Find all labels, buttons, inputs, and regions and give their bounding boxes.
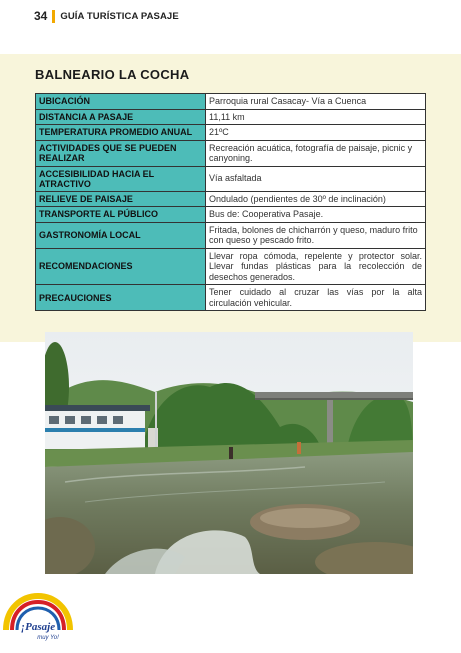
svg-text:¡Pasaje: ¡Pasaje: [20, 621, 56, 633]
section-title: BALNEARIO LA COCHA: [35, 67, 190, 82]
header-divider: [52, 10, 55, 23]
row-label: ACTIVIDADES QUE SE PUEDEN REALIZAR: [36, 140, 206, 166]
row-value: Tener cuidado al cruzar las vías por la alta circulación vehicular.: [206, 285, 426, 311]
row-value: Fritada, bolones de chicharrón y queso, maduro frito con queso y pescado frito.: [206, 222, 426, 248]
row-value: Ondulado (pendientes de 30º de inclinación): [206, 191, 426, 207]
table-row: [36, 207, 426, 223]
row-value: Llevar ropa cómoda, repelente y protector solar. Llevar fundas plásticas para la recolección de desechos generados.: [206, 248, 426, 285]
info-table: [35, 93, 426, 311]
row-value: 11,11 km: [206, 109, 426, 125]
row-value: Parroquia rural Casacay- Vía a Cuenca: [206, 94, 426, 110]
row-label: RELIEVE DE PAISAJE: [36, 191, 206, 207]
table-row: [36, 140, 426, 166]
table-row: [36, 191, 426, 207]
row-label: GASTRONOMÍA LOCAL: [36, 222, 206, 248]
row-value: 21ºC: [206, 125, 426, 141]
row-label: TEMPERATURA PROMEDIO ANUAL: [36, 125, 206, 141]
river-photo: [45, 332, 413, 574]
pasaje-logo: [2, 590, 74, 648]
row-value: Recreación acuática, fotografía de paisaje, picnic y canyoning.: [206, 140, 426, 166]
table-row: [36, 285, 426, 311]
guide-title: GUÍA TURÍSTICA PASAJE: [60, 10, 179, 22]
table-row: [36, 125, 426, 141]
row-value: Bus de: Cooperativa Pasaje.: [206, 207, 426, 223]
table-row: [36, 166, 426, 191]
page-number: 34: [34, 9, 48, 23]
table-row: [36, 94, 426, 110]
row-label: RECOMENDACIONES: [36, 248, 206, 285]
table-row: [36, 222, 426, 248]
table-row: [36, 109, 426, 125]
row-label: DISTANCIA A PASAJE: [36, 109, 206, 125]
page-header: [34, 8, 179, 24]
row-value: Vía asfaltada: [206, 166, 426, 191]
row-label: UBICACIÓN: [36, 94, 206, 110]
row-label: ACCESIBILIDAD HACIA EL ATRACTIVO: [36, 166, 206, 191]
row-label: PRECAUCIONES: [36, 285, 206, 311]
table-row: [36, 248, 426, 285]
svg-text:muy Yo!: muy Yo!: [37, 635, 59, 641]
row-label: TRANSPORTE AL PÚBLICO: [36, 207, 206, 223]
